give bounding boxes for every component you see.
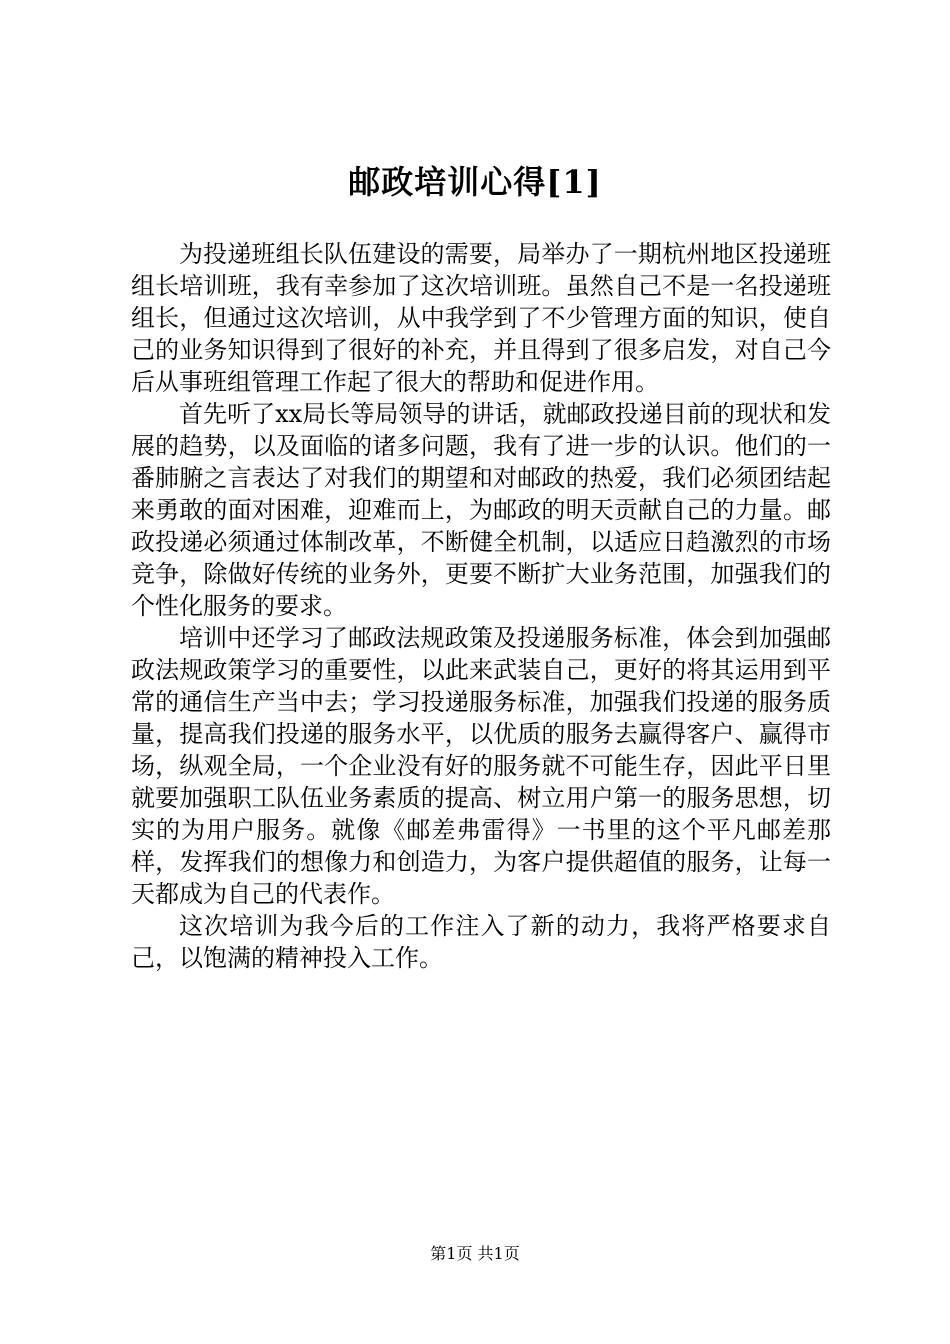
paragraph-4: 这次培训为我今后的工作注入了新的动力，我将严格要求自己，以饱满的精神投入工作。	[131, 912, 831, 972]
document-title: 邮政培训心得[1]	[348, 163, 602, 201]
paragraph-1: 为投递班组长队伍建设的需要，局举办了一期杭州地区投递班组长培训班，我有幸参加了这次培训班。虽然自己不是一名投递班组长，但通过这次培训，从中我学到了不少管理方面的知识，使自己的业务知识得到了很好的补充，并且得到了很多启发，对自己今后从事班组管理工作起了很大的帮助和促进作用。	[131, 240, 831, 396]
paragraph-2: 首先听了xx局长等局领导的讲话，就邮政投递目前的现状和发展的趋势，以及面临的诸多问题，我有了进一步的认识。他们的一番肺腑之言表达了对我们的期望和对邮政的热爱，我们必须团结起来勇敢的面对困难，迎难而上，为邮政的明天贡献自己的力量。邮政投递必须通过体制改革，不断健全机制，以适应日趋激烈的市场竞争，除做好传统的业务外，更要不断扩大业务范围，加强我们的个性化服务的要求。	[131, 400, 831, 620]
document-body	[131, 238, 831, 974]
page-footer: 第1页 共1页	[430, 1244, 520, 1263]
paragraph-3: 培训中还学习了邮政法规政策及投递服务标准，体会到加强邮政法规政策学习的重要性，以此来武装自己，更好的将其运用到平常的通信生产当中去；学习投递服务标准，加强我们投递的服务质量，提高我们投递的服务水平，以优质的服务去赢得客户、赢得市场，纵观全局，一个企业没有好的服务就不可能生存，因此平日里就要加强职工队伍业务素质的提高、树立用户第一的服务思想，切实的为用户服务。就像《邮差弗雷得》一书里的这个平凡邮差那样，发挥我们的想像力和创造力，为客户提供超值的服务，让每一天都成为自己的代表作。	[131, 624, 831, 908]
